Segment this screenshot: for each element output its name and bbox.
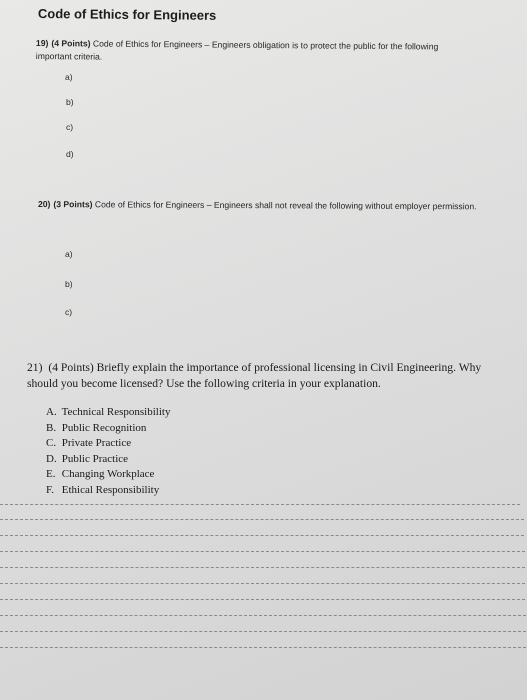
criteria-letter: B. <box>46 421 57 434</box>
question-20-item-a: a) <box>65 249 73 259</box>
question-19-item-d: d) <box>66 149 74 159</box>
question-19-points: (4 Points) <box>51 38 91 49</box>
question-19-item-a: a) <box>65 72 73 82</box>
criteria-label: Changing Workplace <box>61 468 155 481</box>
question-20-number: 20) <box>37 198 51 210</box>
question-20-item-b: b) <box>65 279 73 289</box>
question-20-item-c: c) <box>65 307 73 317</box>
answer-line <box>0 615 526 616</box>
page-title: Code of Ethics for Engineers <box>37 6 217 23</box>
criteria-letter: A. <box>46 406 57 418</box>
answer-line <box>0 631 526 632</box>
question-19 <box>36 37 476 67</box>
question-19-number: 19) <box>35 37 49 49</box>
answer-line <box>0 583 525 584</box>
criteria-item <box>46 452 170 468</box>
criteria-letter: D. <box>46 452 57 465</box>
criteria-item <box>46 483 170 499</box>
question-21 <box>27 360 507 392</box>
answer-line <box>0 535 524 536</box>
answer-line <box>0 567 525 568</box>
question-19-text: Code of Ethics for Engineers – Engineers obligation is to protect the public for the following important criteria. <box>35 38 439 62</box>
criteria-item <box>46 421 170 437</box>
answer-line <box>0 551 525 552</box>
criteria-label: Public Recognition <box>61 421 147 434</box>
criteria-letter: E. <box>46 468 56 481</box>
criteria-label: Private Practice <box>61 437 132 450</box>
answer-line <box>0 647 526 648</box>
criteria-label: Technical Responsibility <box>61 406 171 418</box>
criteria-label: Ethical Responsibility <box>61 483 160 496</box>
criteria-item <box>46 405 170 421</box>
criteria-item <box>46 467 170 483</box>
criteria-item <box>46 436 170 452</box>
question-21-number: 21) <box>27 361 43 374</box>
question-19-item-b: b) <box>66 97 74 107</box>
question-21-text: (4 Points) Briefly explain the importance of professional licensing in Civil Engineering. Why should you become licensed? Use the following criteria in your explanation. <box>27 361 482 390</box>
answer-line <box>0 599 525 600</box>
criteria-letter: F. <box>46 483 54 496</box>
criteria-label: Public Practice <box>61 452 129 465</box>
question-19-item-c: c) <box>66 122 74 132</box>
answer-line <box>0 519 524 520</box>
question-20-text: Code of Ethics for Engineers – Engineers shall not reveal the following without employer permission. <box>94 199 477 212</box>
question-20-points: (3 Points) <box>53 199 93 210</box>
criteria-list <box>46 405 170 499</box>
criteria-letter: C. <box>46 437 57 450</box>
question-20 <box>38 198 508 213</box>
answer-line <box>0 504 520 505</box>
